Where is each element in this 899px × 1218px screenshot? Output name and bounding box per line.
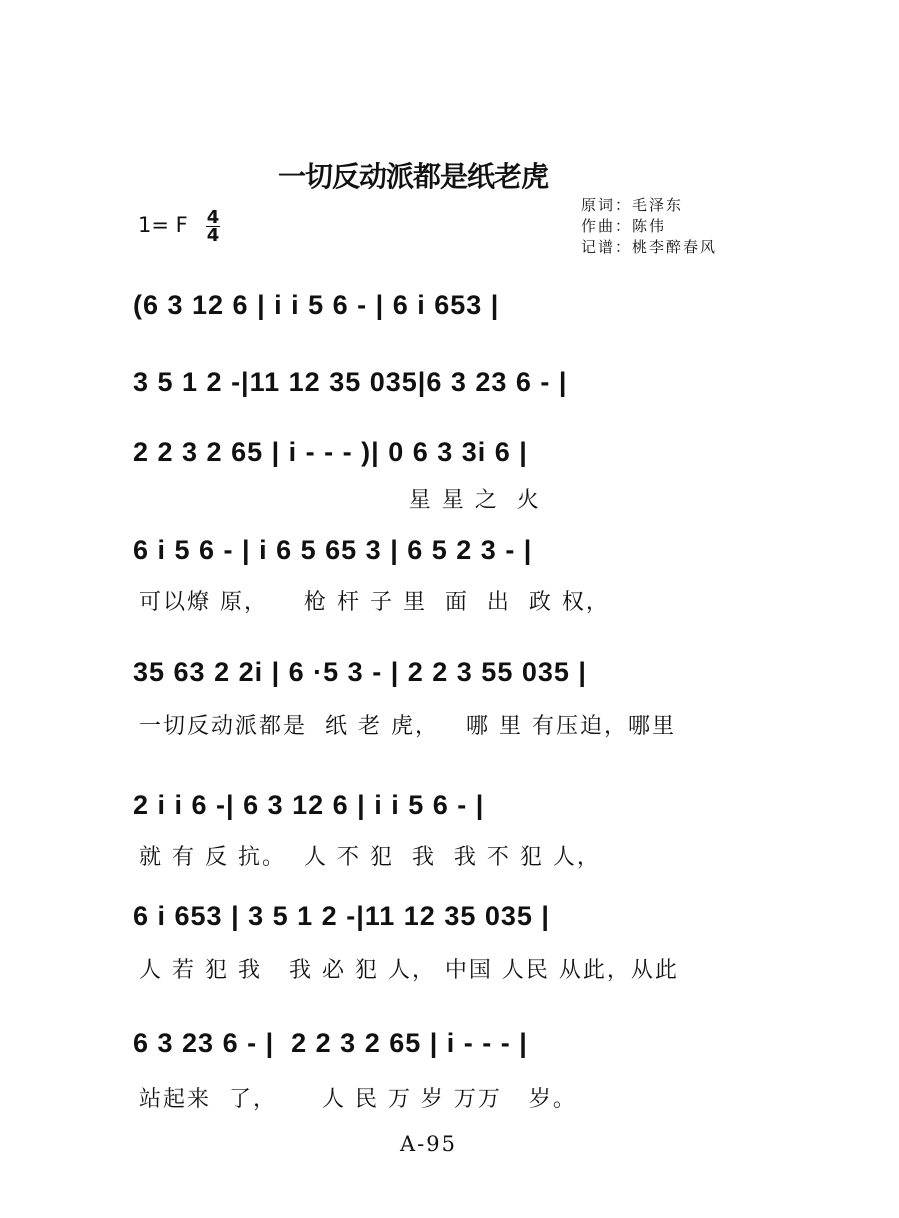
credit-lyrics: 原词：毛泽东: [581, 196, 684, 214]
notation-line: 2 i i 6 -| 6 3 12 6 | i i 5 6 - |: [133, 790, 485, 820]
lyrics-line: 人 若 犯 我 我 必 犯 人， 中国 人民 从此，从此: [139, 958, 679, 983]
time-signature-bottom: 4: [206, 225, 220, 246]
time-signature-top: 4: [206, 207, 220, 228]
time-signature: [206, 209, 220, 244]
notation-line: (6 3 12 6 | i i 5 6 - | 6 i 653 |: [133, 290, 500, 320]
lyrics-line: 站起来 了， 人 民 万 岁 万万 岁。: [139, 1087, 577, 1112]
credit-composer: 作曲：陈伟: [581, 217, 667, 235]
key-signature: 1= F: [138, 213, 188, 237]
notation-line: 6 i 5 6 - | i 6 5 65 3 | 6 5 2 3 - |: [133, 535, 533, 565]
lyrics-line: 就 有 反 抗。 人 不 犯 我 我 不 犯 人，: [139, 845, 601, 870]
lyrics-line: 一切反动派都是 纸 老 虎， 哪 里 有压迫，哪里: [139, 714, 676, 739]
notation-line: 3 5 1 2 -|11 12 35 035|6 3 23 6 - |: [133, 367, 568, 397]
credits: [581, 195, 717, 258]
credit-transcriber: 记谱：桃李醉春风: [581, 238, 718, 256]
lyrics-line: 星 星 之 火: [139, 488, 541, 513]
page-number: A-95: [400, 1132, 457, 1156]
notation-line: 6 i 653 | 3 5 1 2 -|11 12 35 035 |: [133, 901, 550, 931]
song-title: 一切反动派都是纸老虎: [278, 160, 549, 193]
notation-line: 35 63 2 2i | 6 ·5 3 - | 2 2 3 55 035 |: [133, 657, 587, 687]
notation-line: 2 2 3 2 65 | i - - - )| 0 6 3 3i 6 |: [133, 437, 528, 467]
lyrics-line: 可以燎 原， 枪 杆 子 里 面 出 政 权，: [139, 590, 610, 615]
notation-line: 6 3 23 6 - | 2 2 3 2 65 | i - - - |: [133, 1028, 528, 1058]
